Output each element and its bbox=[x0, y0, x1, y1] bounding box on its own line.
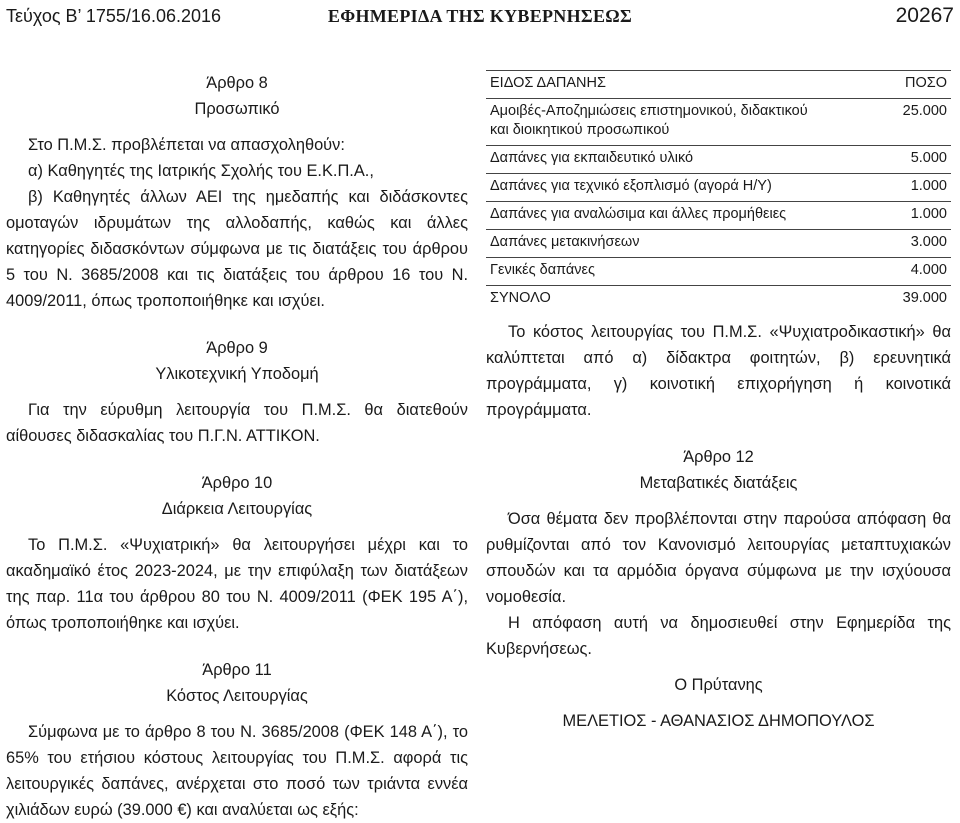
cost-item: Γενικές δαπάνες bbox=[486, 258, 823, 286]
signatory-role: Ο Πρύτανης bbox=[674, 676, 763, 694]
article-12-heading: Άρθρο 12 bbox=[683, 448, 754, 466]
cost-amount: 4.000 bbox=[823, 258, 951, 286]
cost-amount: 1.000 bbox=[823, 174, 951, 202]
table-header-row bbox=[486, 71, 951, 99]
table-row bbox=[486, 202, 951, 230]
right-column bbox=[486, 70, 951, 734]
cost-item: Αμοιβές-Αποζημιώσεις επιστημονικού, διδακτικού και διοικητικού προσωπικού bbox=[486, 99, 823, 146]
article-12-subheading: Μεταβατικές διατάξεις bbox=[639, 474, 798, 492]
article-8-subheading: Προσωπικό bbox=[194, 100, 280, 118]
article-8-intro: Στο Π.Μ.Σ. προβλέπεται να απασχοληθούν: bbox=[28, 136, 345, 154]
page-number: 20267 bbox=[895, 4, 954, 27]
cost-item: Δαπάνες μετακινήσεων bbox=[486, 230, 823, 258]
gazette-title: ΕΦΗΜΕΡΙΔΑ ΤΗΣ ΚΥΒΕΡΝΗΣΕΩΣ bbox=[327, 6, 633, 26]
cost-amount: 3.000 bbox=[823, 230, 951, 258]
article-11-subheading: Κόστος Λειτουργίας bbox=[166, 687, 308, 705]
table-row bbox=[486, 258, 951, 286]
table-row bbox=[486, 230, 951, 258]
issue-number: Τεύχος Β’ 1755/16.06.2016 bbox=[6, 6, 222, 26]
total-amount: 39.000 bbox=[902, 290, 947, 306]
left-column bbox=[6, 70, 468, 823]
cost-amount: 5.000 bbox=[823, 146, 951, 174]
cost-amount: 1.000 bbox=[823, 202, 951, 230]
cost-item: Δαπάνες για τεχνικό εξοπλισμό (αγορά Η/Υ) bbox=[486, 174, 823, 202]
publication-order: Η απόφαση αυτή να δημοσιευθεί στην Εφημερίδα της Κυβερνήσεως. bbox=[486, 614, 951, 658]
signatory-name: ΜΕΛΕΤΙΟΣ - ΑΘΑΝΑΣΙΟΣ ΔΗΜΟΠΟΥΛΟΣ bbox=[562, 712, 875, 730]
column-header-amount: ΠΟΣΟ bbox=[823, 71, 951, 99]
article-8-heading: Άρθρο 8 bbox=[206, 74, 268, 92]
cost-item: Δαπάνες για εκπαιδευτικό υλικό bbox=[486, 146, 823, 174]
article-10-heading: Άρθρο 10 bbox=[201, 474, 273, 492]
article-10-text: Το Π.Μ.Σ. «Ψυχιατρική» θα λειτουργήσει μέχρι και το ακαδημαϊκό έτος 2023-2024, με την επιφύλαξη των διατάξεων της παρ. 11α του άρθρου 80 του Ν. 4009/2011 (ΦΕΚ 195 Α΄), όπως τροποποιήθηκε και ισχύει. bbox=[6, 536, 468, 632]
funding-sources-text: Το κόστος λειτουργίας του Π.Μ.Σ. «Ψυχιατροδικαστική» θα καλύπτεται από α) δίδακτρα φοιτητών, β) ερευνητικά προγράμματα, γ) κοινοτική επιχορήγηση ή κοινοτικά προγράμματα. bbox=[486, 323, 951, 419]
article-9-heading: Άρθρο 9 bbox=[206, 339, 268, 357]
column-header-item: ΕΙΔΟΣ ΔΑΠΑΝΗΣ bbox=[486, 71, 823, 99]
cost-amount: 25.000 bbox=[823, 99, 951, 146]
article-11-text: Σύμφωνα με το άρθρο 8 του Ν. 3685/2008 (ΦΕΚ 148 Α΄), το 65% του ετήσιου κόστους λειτουργίας του Π.Μ.Σ. αφορά τις λειτουργικές δαπάνες, ανέρχεται στο ποσό των τριάντα εννέα χιλιάδων ευρώ (39.000 €) και αναλύεται ως εξής: bbox=[6, 723, 468, 819]
table-row bbox=[486, 99, 951, 146]
article-12-text: Όσα θέματα δεν προβλέπονται στην παρούσα απόφαση θα ρυθμίζονται από τον Κανονισμό λειτουργίας μεταπτυχιακών σπουδών και τα αρμόδια όργανα σύμφωνα με την ισχύουσα νομοθεσία. bbox=[486, 510, 951, 606]
page-header bbox=[0, 0, 960, 40]
article-10-subheading: Διάρκεια Λειτουργίας bbox=[161, 500, 313, 518]
article-11-heading: Άρθρο 11 bbox=[202, 661, 272, 679]
article-9-subheading: Υλικοτεχνική Υποδομή bbox=[155, 365, 319, 383]
total-label: ΣΥΝΟΛΟ bbox=[490, 290, 551, 306]
article-9-text: Για την εύρυθμη λειτουργία του Π.Μ.Σ. θα διατεθούν αίθουσες διδασκαλίας του Π.Γ.Ν. ΑΤΤΙΚΟΝ. bbox=[6, 401, 468, 445]
table-total-row bbox=[486, 286, 951, 314]
article-8-item-a: α) Καθηγητές της Ιατρικής Σχολής του Ε.Κ.Π.Α., bbox=[28, 162, 374, 180]
cost-item: Δαπάνες για αναλώσιμα και άλλες προμήθειες bbox=[486, 202, 823, 230]
cost-table bbox=[486, 70, 951, 313]
table-row bbox=[486, 174, 951, 202]
table-row bbox=[486, 146, 951, 174]
article-8-item-b: β) Καθηγητές άλλων ΑΕΙ της ημεδαπής και διδάσκοντες ομοταγών ιδρυμάτων της αλλοδαπής, καθώς και άλλες κατηγορίες διδασκόντων σύμφωνα με τις διατάξεις του άρθρου 5 του Ν. 3685/2008 και τις διατάξεις του άρθρου 16 του Ν. 4009/2011, όπως τροποποιήθηκε και ισχύει. bbox=[6, 188, 468, 310]
